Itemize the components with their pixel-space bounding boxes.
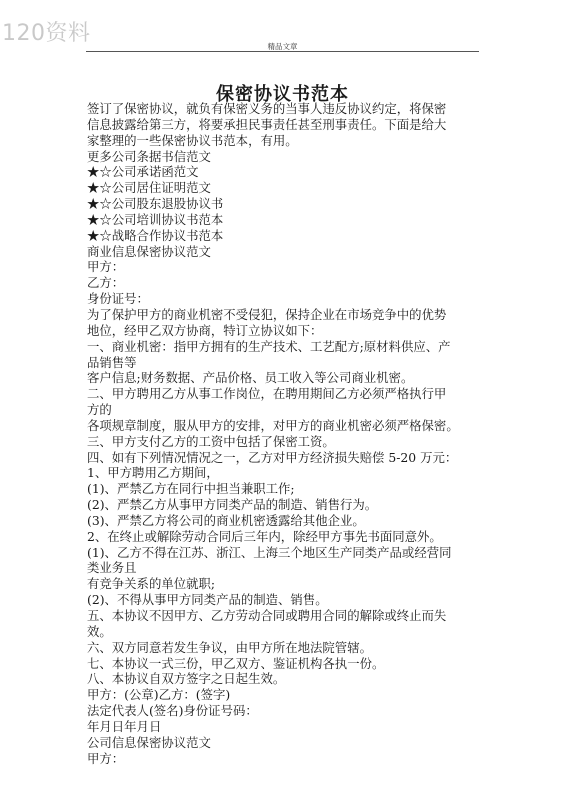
document-title: 保密协议书范本 xyxy=(216,84,349,105)
body-line: 公司信息保密协议范文 xyxy=(87,734,211,750)
body-line: ★☆公司居住证明范文 xyxy=(87,180,211,196)
body-line: 五、本协议不因甲方、乙方劳动合同或聘用合同的解除或终止而失 xyxy=(87,608,447,623)
body-line: 一、商业机密：指甲方拥有的生产技术、工艺配方;原材料供应、产 xyxy=(87,338,451,354)
body-line: 乙方： xyxy=(87,275,125,291)
body-line: 商业信息保密协议范文 xyxy=(87,243,211,259)
body-line: 二、甲方聘用乙方从事工作岗位，在聘用期间乙方必须严格执行甲 xyxy=(87,386,447,402)
header-label: 精品文章 xyxy=(267,42,298,51)
body-line: 年月日年月日 xyxy=(87,718,162,734)
body-line: ★☆公司培训协议书范本 xyxy=(87,211,224,227)
body-line: 信息披露给第三方，将要承担民事责任甚至刑事责任。下面是给大 xyxy=(87,116,447,132)
body-line: 1、甲方聘用乙方期间， xyxy=(87,465,219,481)
body-line: 八、本协议自双方签字之日起生效。 xyxy=(87,671,286,687)
body-line: 七、本协议一式三份，甲乙双方、鉴证机构各执一份。 xyxy=(87,655,385,671)
body-line: 身份证号： xyxy=(87,291,149,307)
body-line: (2)、严禁乙方从事甲方同类产品的制造、销售行为。 xyxy=(87,497,378,513)
body-line: 甲方： xyxy=(87,259,125,275)
body-line: ★☆战略合作协议书范本 xyxy=(87,227,224,243)
body-line: 类业务且 xyxy=(87,560,137,576)
body-line: 六、双方同意若发生争议，由甲方所在地法院管辖。 xyxy=(87,639,372,655)
body-line: 效。 xyxy=(87,623,112,639)
body-line: (3)、严禁乙方将公司的商业机密透露给其他企业。 xyxy=(87,512,365,528)
body-line: 地位，经甲乙双方协商，特订立协议如下： xyxy=(87,322,323,338)
body-line: 甲方：(公章)乙方：(签字) xyxy=(87,687,231,703)
body-line: (1)、乙方不得在江苏、浙江、上海三个地区生产同类产品或经营同 xyxy=(87,544,452,560)
body-line: 甲方： xyxy=(87,750,125,766)
body-line: 品销售等 xyxy=(87,354,137,370)
watermark: 120资料 xyxy=(2,21,91,46)
body-line: (2)、不得从事甲方同类产品的制造、销售。 xyxy=(87,592,328,608)
document-body xyxy=(87,101,487,766)
body-line: 各项规章制度，服从甲方的安排，对甲方的商业机密必须严格保密。 xyxy=(87,417,459,433)
body-line: (1)、严禁乙方在同行中担当兼职工作; xyxy=(87,481,295,497)
body-line: 为了保护甲方的商业机密不受侵犯，保持企业在市场竞争中的优势 xyxy=(87,306,447,322)
body-line: 三、甲方支付乙方的工资中包括了保密工资。 xyxy=(87,433,335,449)
body-line: 方的 xyxy=(87,402,112,418)
body-line: 更多公司条据书信范文 xyxy=(87,148,211,164)
header-rule xyxy=(86,51,479,52)
body-line: 家整理的一些保密协议书范本，有用。 xyxy=(87,132,298,148)
body-line: 2、在终止或解除劳动合同后三年内，除经甲方事先书面同意外。 xyxy=(87,528,442,544)
body-line: 有竞争关系的单位就职; xyxy=(87,576,216,592)
body-line: 法定代表人(签名)身份证号码： xyxy=(87,703,258,719)
body-line: 签订了保密协议，就负有保密义务的当事人违反协议约定，将保密 xyxy=(87,101,447,116)
body-line: ★☆公司承诺函范文 xyxy=(87,164,199,180)
body-line: 四、如有下列情况情况之一，乙方对甲方经济损失赔偿 5-20 万元： xyxy=(87,449,458,465)
body-line: 客户信息;财务数据、产品价格、员工收入等公司商业机密。 xyxy=(87,370,414,386)
body-line: ★☆公司股东退股协议书 xyxy=(87,196,224,212)
